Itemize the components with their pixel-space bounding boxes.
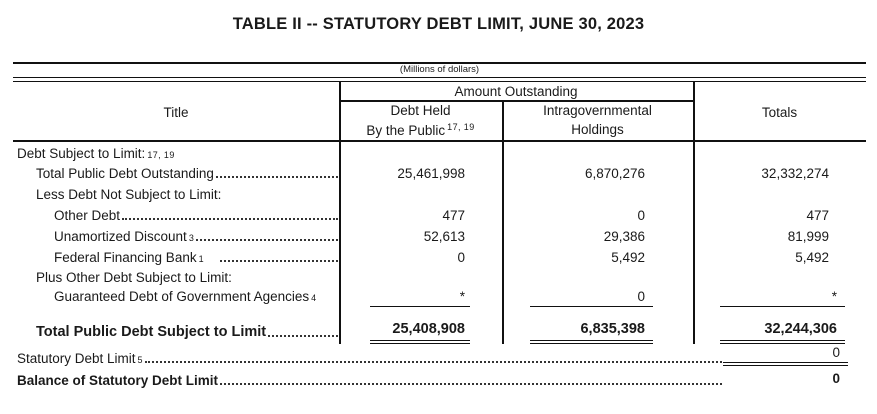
cell-intragovernmental: 0: [637, 208, 645, 223]
cell-value-underlined: 0: [530, 289, 653, 307]
table-row: [13, 163, 866, 184]
amount-outstanding-underline: [339, 100, 693, 102]
row-label: [13, 324, 339, 340]
cell-intragovernmental: 5,492: [611, 250, 645, 265]
row-label: [13, 373, 218, 388]
cell-value-double-underlined: 32,244,306: [720, 321, 845, 344]
table-row-balance: [13, 370, 866, 388]
table-row: [13, 184, 866, 205]
row-label: [13, 146, 339, 161]
row-label-text: Total Public Debt Outstanding: [36, 166, 214, 181]
cell-intragovernmental: 29,386: [603, 229, 645, 244]
table-row-total: [13, 318, 866, 344]
cell-intragovernmental: [502, 321, 693, 344]
table-row: [13, 143, 866, 163]
cell-debt-held-public: 477: [442, 208, 465, 223]
dot-leader: [216, 176, 338, 178]
row-label: [13, 289, 339, 304]
footnote-ref: 5: [137, 355, 143, 365]
row-label: [13, 270, 339, 285]
row-label-text: Federal Financing Bank: [54, 250, 197, 265]
cell-debt-held-public: 25,461,998: [397, 166, 465, 181]
column-header-debt-held-line1: Debt Held: [390, 103, 451, 118]
dot-leader: [196, 239, 338, 241]
row-label-text: Balance of Statutory Debt Limit: [17, 373, 219, 388]
header-bottom-rule: [13, 140, 866, 142]
units-note: (Millions of dollars): [399, 64, 480, 75]
cell-value-underlined: *: [720, 289, 845, 307]
column-header-debt-held-line2: [339, 122, 502, 138]
row-label-text: Total Public Debt Subject to Limit: [36, 324, 267, 340]
dot-leader: [268, 335, 338, 337]
cell-totals: 32,332,274: [761, 166, 829, 181]
cell-totals: [693, 321, 866, 344]
dot-leader: [122, 218, 338, 220]
double-rule: [13, 77, 866, 82]
row-label-text: Debt Subject to Limit:: [17, 145, 146, 161]
row-label: [13, 187, 339, 202]
cell-totals: 0: [723, 345, 848, 366]
footnote-ref: 4: [311, 293, 317, 303]
cell-totals: 477: [806, 208, 829, 223]
table-body: [13, 143, 866, 344]
table-row: [13, 226, 866, 247]
cell-debt-held-public: 0: [457, 250, 465, 265]
table-row: [13, 287, 866, 307]
cell-value-double-underlined: 6,835,398: [530, 321, 653, 344]
column-header-title: Title: [163, 105, 189, 120]
footnote-ref: 17, 19: [447, 122, 475, 132]
footnote-ref: 17, 19: [147, 149, 175, 160]
page-title: TABLE II -- STATUTORY DEBT LIMIT, JUNE 30, 2023: [232, 15, 645, 33]
row-label: [13, 351, 143, 366]
row-label: [13, 208, 339, 223]
cell-intragovernmental: [502, 289, 693, 307]
cell-totals: 5,492: [795, 250, 829, 265]
cell-debt-held-public: [339, 289, 502, 307]
row-label-text: Plus Other Debt Subject to Limit:: [36, 270, 232, 285]
cell-debt-held-public: [339, 321, 502, 344]
row-label: [13, 229, 339, 244]
dot-leader: [220, 260, 338, 262]
table-row: [13, 268, 866, 287]
row-label-text: Less Debt Not Subject to Limit:: [36, 187, 222, 202]
dot-leader: [145, 361, 722, 363]
cell-totals: [693, 289, 866, 307]
cell-value-underlined: *: [370, 289, 470, 307]
debt-held-label: By the Public: [366, 123, 446, 138]
row-label: [13, 166, 339, 181]
row-label-text: Guaranteed Debt of Government Agencies: [54, 289, 310, 304]
cell-totals: 0: [832, 371, 840, 386]
column-group-header-amount-outstanding: Amount Outstanding: [454, 84, 578, 99]
column-header-intragovernmental: Intragovernmental: [543, 103, 652, 118]
column-header-holdings: Holdings: [571, 122, 624, 137]
footnote-ref: 3: [188, 233, 195, 243]
row-label-text: Unamortized Discount: [54, 229, 187, 244]
footnote-ref: 1: [198, 254, 204, 264]
row-label-text: Statutory Debt Limit: [17, 351, 136, 366]
row-label: [13, 250, 339, 265]
cell-debt-held-public: 52,613: [423, 229, 465, 244]
cell-value-double-underlined: 25,408,908: [370, 321, 470, 344]
row-label-text: Other Debt: [54, 208, 121, 223]
column-header-totals: Totals: [761, 105, 798, 120]
cell-totals: 81,999: [787, 229, 829, 244]
cell-intragovernmental: 6,870,276: [584, 166, 645, 181]
table-row: [13, 247, 866, 268]
table-row-statutory-limit: [13, 347, 866, 366]
table-row: [13, 205, 866, 226]
dot-leader: [220, 383, 722, 385]
